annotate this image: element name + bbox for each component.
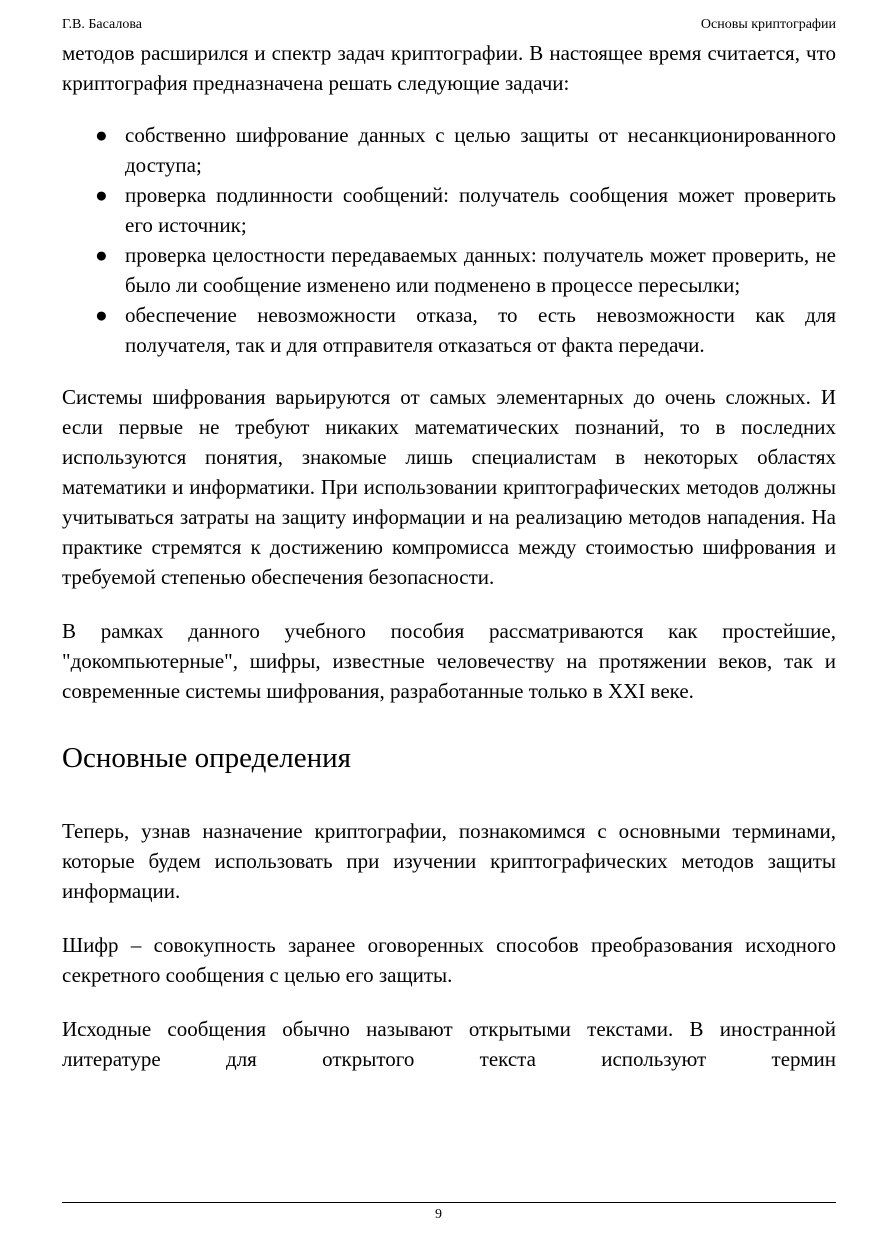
section-heading: Основные определения	[62, 742, 352, 774]
cipher-definition-paragraph: Шифр – совокупность заранее оговоренных способов преобразования исходного секретного сообщения с целью его защиты.	[62, 933, 836, 987]
list-item-text: обеспечение невозможности отказа, то есть невозможности как для получателя, так и для отправителя отказаться от факта передачи.	[125, 303, 836, 357]
list-item	[62, 240, 836, 300]
page-number: 9	[435, 1207, 442, 1222]
list-item-text: проверка подлинности сообщений: получатель сообщения может проверить его источник;	[125, 183, 836, 237]
header-author: Г.В. Басалова	[62, 17, 142, 32]
list-item	[62, 120, 836, 180]
list-item	[62, 300, 836, 360]
bullet-icon: ●	[95, 243, 108, 267]
bullet-icon: ●	[95, 123, 108, 147]
list-item	[62, 180, 836, 240]
plaintext-paragraph: Исходные сообщения обычно называют открытыми текстами. В иностранной литературе для открытого текста используют термин	[62, 1017, 836, 1071]
bullet-icon: ●	[95, 303, 108, 327]
list-item-text: проверка целостности передаваемых данных: получатель может проверить, не было ли сообщение изменено или подменено в процессе пересылки;	[125, 243, 836, 297]
terms-paragraph: Теперь, узнав назначение криптографии, познакомимся с основными терминами, которые будем использовать при изучении криптографических методов защиты информации.	[62, 819, 836, 903]
footer-divider	[62, 1202, 836, 1203]
header-book-title: Основы криптографии	[700, 17, 836, 32]
page-content	[62, 38, 836, 1074]
systems-paragraph: Системы шифрования варьируются от самых элементарных до очень сложных. И если первые не требуют никаких математических познаний, то в последних используются понятия, знакомые лишь специалистам в некоторых областях математики и информатики. При использовании криптографических методов должны учитываться затраты на защиту информации и на реализацию методов нападения. На практике стремятся к достижению компромисса между стоимостью шифрования и требуемой степенью обеспечения безопасности.	[62, 385, 836, 589]
scope-paragraph: В рамках данного учебного пособия рассматриваются как простейшие, "докомпьютерные", шифры, известные человечеству на протяжении веков, так и современные системы шифрования, разработанные только в XXI веке.	[62, 619, 836, 703]
bullet-icon: ●	[95, 183, 108, 207]
intro-paragraph: методов расширился и спектр задач криптографии. В настоящее время считается, что криптография предназначена решать следующие задачи:	[62, 41, 836, 95]
tasks-list	[62, 120, 836, 360]
list-item-text: собственно шифрование данных с целью защиты от несанкционированного доступа;	[125, 123, 836, 177]
